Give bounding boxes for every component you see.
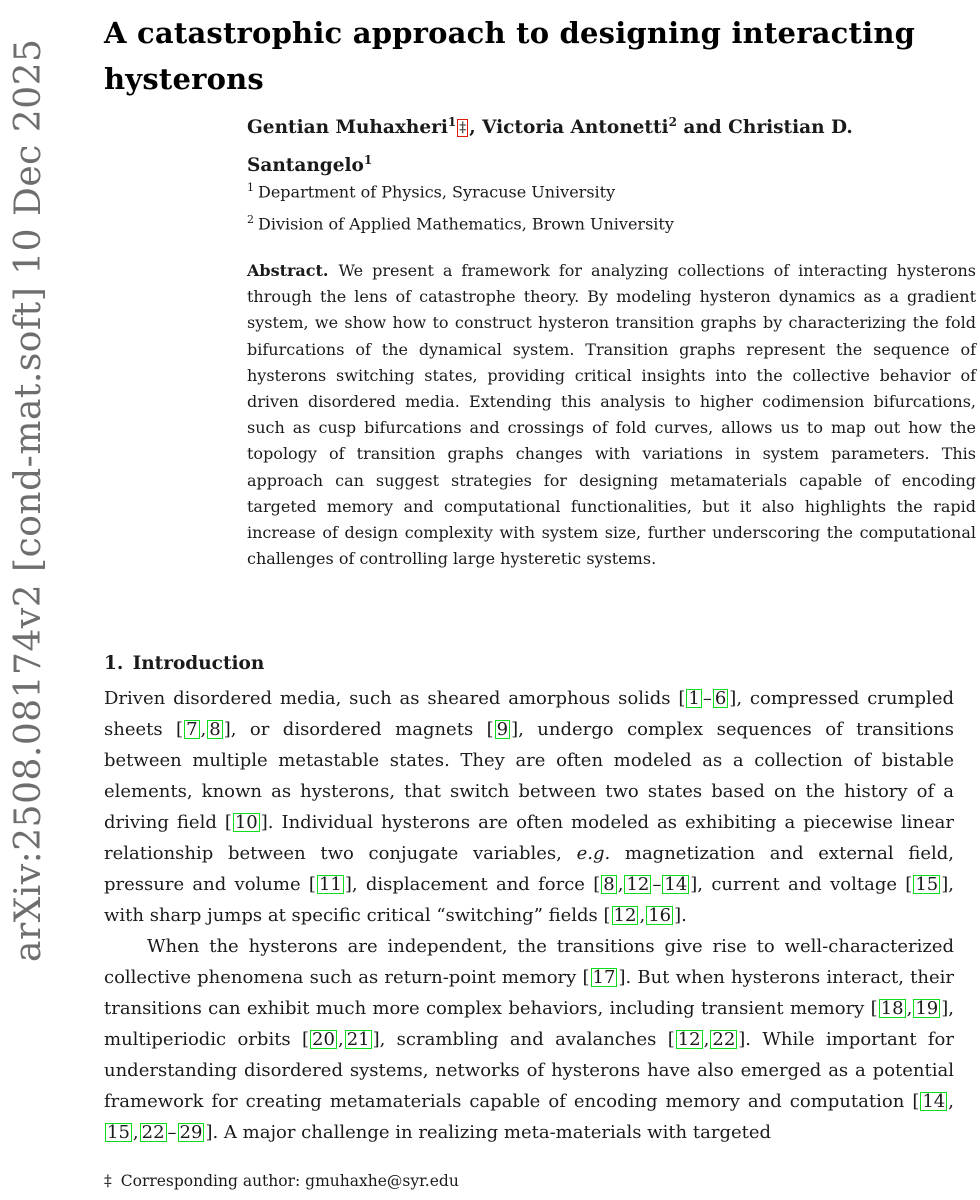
citation-link[interactable]: 6 bbox=[714, 688, 727, 709]
italic-text: e.g. bbox=[576, 843, 611, 864]
citation-link[interactable]: 22 bbox=[712, 1029, 736, 1050]
citation-link[interactable]: 1 bbox=[688, 688, 700, 709]
citation-link[interactable]: 12 bbox=[677, 1029, 701, 1050]
affiliation-1-superscript: 1 bbox=[247, 181, 254, 194]
citation-link[interactable]: 15 bbox=[915, 874, 939, 895]
paper-title: A catastrophic approach to designing interacting hysterons bbox=[104, 16, 916, 97]
affiliation-superscript: 2 bbox=[668, 115, 677, 129]
citation-link[interactable]: 19 bbox=[915, 998, 939, 1019]
abstract-text: We present a framework for analyzing collections of interacting hysterons through the lens of catastrophe theory. By modeling hysteron dynamics as a gradient system, we show how to construct hysteron transition graphs by characterizing the fold bifurcations of the dynamical system. Transition graphs represent the sequence of hysterons switching states, providing critical insights into the collective behavior of driven disordered media. Extending this analysis to higher codimension bifurcations, such as cusp bifurcations and crossings of fold curves, allows us to map out how the topology of transition graphs changes with variations in system parameters. This approach can suggest strategies for designing metamaterials capable of encoding targeted memory and computational functionalities, but it also highlights the rapid increase of design complexity with system size, further underscoring the computational challenges of controlling large hysteretic systems. bbox=[247, 261, 976, 569]
affiliation-superscript: 1 bbox=[363, 153, 373, 168]
citation-link[interactable]: 18 bbox=[880, 998, 904, 1019]
affiliation-2-superscript: 2 bbox=[247, 212, 254, 226]
citation-link[interactable]: 21 bbox=[346, 1029, 370, 1050]
affiliations-block bbox=[247, 174, 947, 238]
citation-link[interactable]: 17 bbox=[592, 967, 616, 988]
citation-link[interactable]: 20 bbox=[312, 1029, 335, 1050]
citation-link[interactable]: 10 bbox=[234, 812, 258, 833]
citation-link[interactable]: 7 bbox=[186, 719, 198, 740]
citation-link[interactable]: 8 bbox=[603, 874, 615, 895]
citation-link[interactable]: 11 bbox=[318, 874, 342, 895]
affiliation-2 bbox=[247, 206, 947, 238]
footnote bbox=[104, 1172, 954, 1190]
affiliation-2-text: Division of Applied Mathematics, Brown University bbox=[258, 214, 674, 234]
citation-link[interactable]: 14 bbox=[922, 1091, 946, 1112]
intro-paragraph-2: When the hysterons are independent, the transitions give rise to well-characterized collective phenomena such as return-point memory [ 17 ]. But when hysterons interact, their transitions can exhibit much more complex behaviors, including transient memory [ 18 , 19 ], multiperiodic orbits [ 20 , 21 ], scrambling and avalanches [ 12 , 22 ]. While important for understanding disordered systems, networks of hysterons have also emerged as a potential framework for creating metamaterials capable of encoding memory and computation [ 14 ,15 , 22 – 29 ]. A major challenge in realizing meta-materials with targeted bbox=[104, 936, 955, 1143]
arxiv-watermark: arXiv:2508.08174v2 [cond-mat.soft] 10 Dec 2025 bbox=[8, 38, 49, 962]
abstract-block bbox=[247, 258, 976, 572]
abstract-label: Abstract. bbox=[247, 261, 329, 280]
footnote-text: Corresponding author: gmuhaxhe@syr.edu bbox=[120, 1172, 459, 1190]
section-heading-introduction: 1. Introduction bbox=[104, 653, 265, 675]
citation-link[interactable]: 9 bbox=[496, 719, 509, 740]
citation-link[interactable]: 22 bbox=[141, 1122, 165, 1143]
citation-link[interactable]: 14 bbox=[664, 874, 688, 895]
corresponding-author-footnote-link[interactable]: ‡ bbox=[459, 120, 467, 137]
citation-link[interactable]: 12 bbox=[626, 874, 650, 895]
intro-paragraph-1: Driven disordered media, such as sheared amorphous solids [ 1 – 6 ], compressed crumpled sheets [ 7 , 8 ], or disordered magnets [ 9 ], undergo complex sequences of transitions between multiple metastable states. They are often modeled as a collection of bistable elements, known as hysterons, that switch between two states based on the history of a driving field [ 10 ]. Individual hysterons are often modeled as exhibiting a piecewise linear relationship between two conjugate variables, e.g. magnetization and external field, pressure and volume [ 11 ], displacement and force [ 8 , 12 – 14 ], current and voltage [ 15 ], with sharp jumps at specific critical “switching” fields [ 12 , 16 ]. bbox=[104, 688, 954, 926]
affiliation-1-text: Department of Physics, Syracuse University bbox=[258, 182, 616, 202]
citation-link[interactable]: 29 bbox=[179, 1122, 203, 1143]
citation-link[interactable]: 15 bbox=[107, 1122, 130, 1143]
footnote-marker: ‡ bbox=[104, 1172, 112, 1190]
citation-link[interactable]: 12 bbox=[613, 905, 637, 926]
authors-line: Gentian Muhaxheri$^1$ ‡ , Victoria Antonetti$^2$ and Christian D. Santangelo$^1$ bbox=[247, 115, 853, 177]
affiliation-1 bbox=[247, 174, 947, 206]
introduction-body bbox=[104, 683, 954, 1148]
citation-link[interactable]: 16 bbox=[648, 905, 672, 926]
affiliation-superscript: 1 bbox=[447, 115, 457, 129]
citation-link[interactable]: 8 bbox=[209, 719, 221, 740]
